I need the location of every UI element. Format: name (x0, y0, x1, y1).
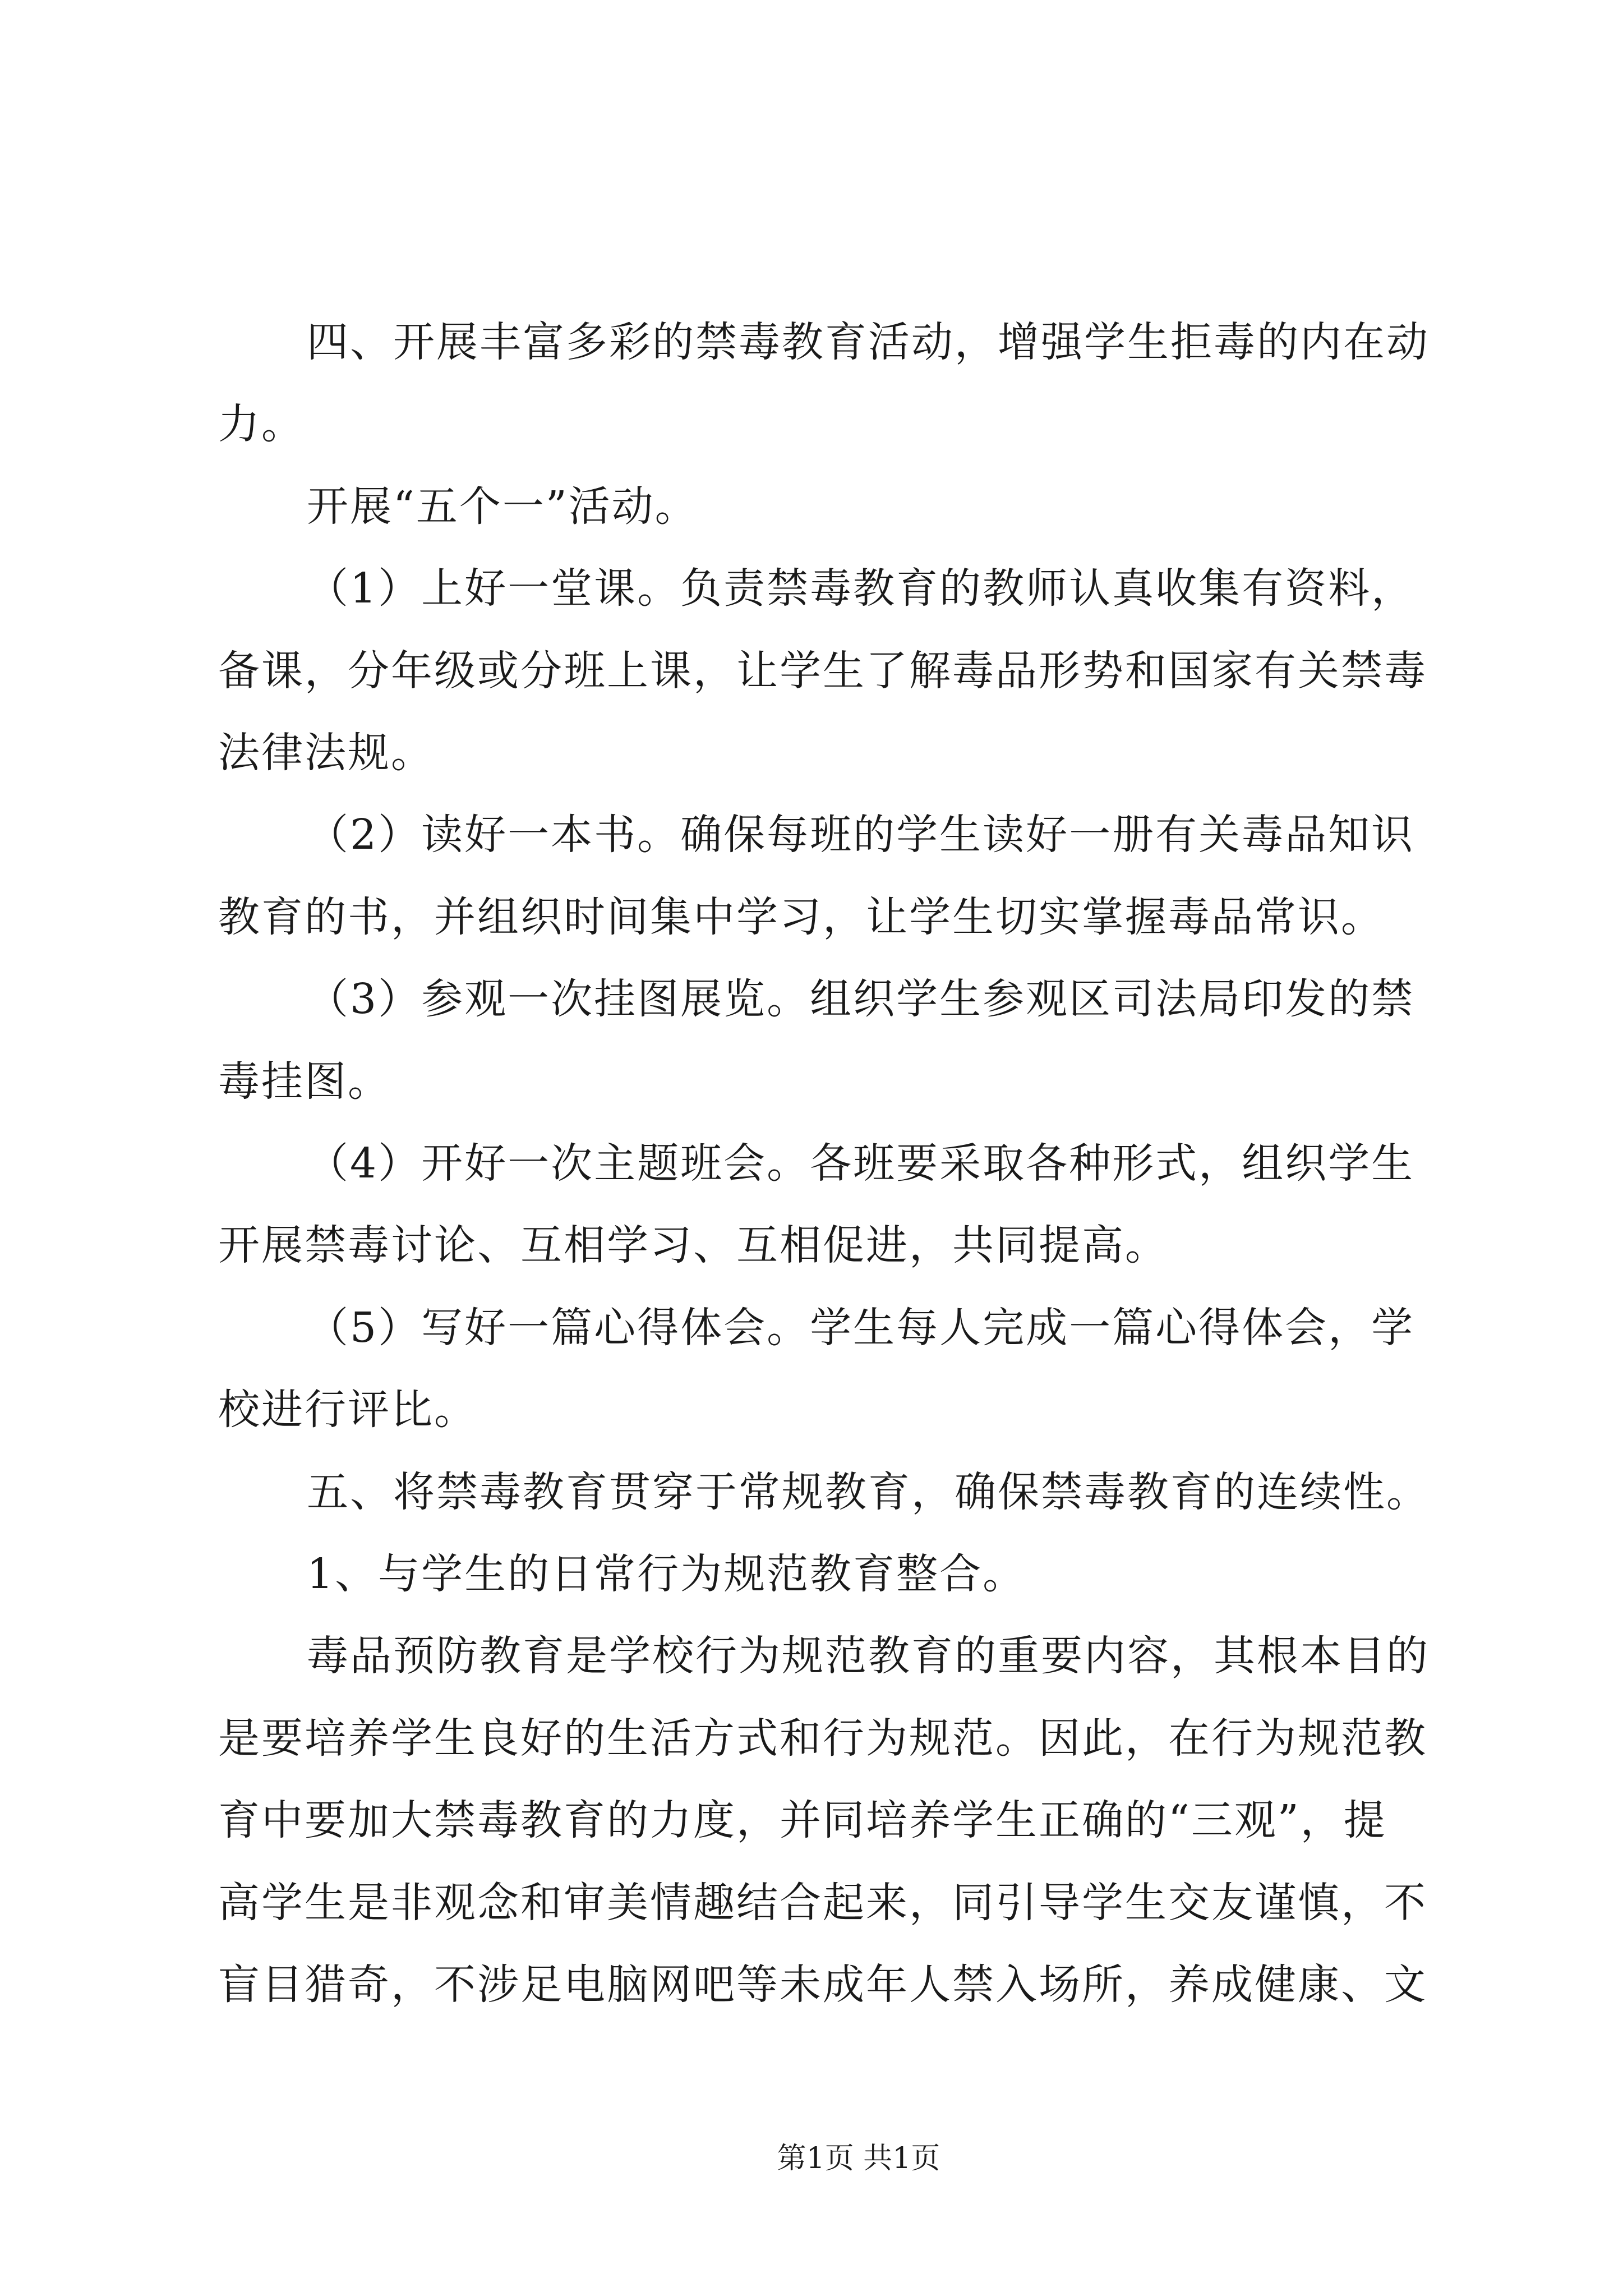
paragraph-line: 高学生是非观念和审美情趣结合起来，同引导学生交友谨慎，不 (218, 1879, 1427, 1927)
subsection-heading-1: 1、与学生的日常行为规范教育整合。 (307, 1550, 1026, 1598)
paragraph-line: 育中要加大禁毒教育的力度，并同培养学生正确的“三观”，提 (218, 1796, 1387, 1844)
list-item-3: （3）参观一次挂图展览。组织学生参观区司法局印发的禁 (307, 975, 1415, 1023)
paragraph-line: 是要培养学生良好的生活方式和行为规范。因此，在行为规范教 (218, 1714, 1427, 1763)
page-footer: 第1页 共1页 (777, 2142, 940, 2175)
paragraph-line: 毒挂图。 (218, 1057, 391, 1106)
paragraph-line: 盲目猎奇，不涉足电脑网吧等未成年人禁入场所，养成健康、文 (218, 1961, 1427, 2009)
paragraph-line: 教育的书，并组织时间集中学习，让学生切实掌握毒品常识。 (218, 893, 1384, 941)
list-item-2: （2）读好一本书。确保每班的学生读好一册有关毒品知识 (307, 811, 1415, 859)
paragraph-line: 备课，分年级或分班上课，让学生了解毒品形势和国家有关禁毒 (218, 647, 1427, 695)
section-heading-4: 四、开展丰富多彩的禁毒教育活动，增强学生拒毒的内在动 (307, 318, 1430, 366)
paragraph-line: 法律法规。 (218, 729, 434, 777)
section-heading-5: 五、将禁毒教育贯穿于常规教育，确保禁毒教育的连续性。 (307, 1468, 1430, 1516)
paragraph-line: 开展禁毒讨论、互相学习、互相促进，共同提高。 (218, 1221, 1168, 1269)
list-item-5: （5）写好一篇心得体会。学生每人完成一篇心得体会，学 (307, 1304, 1415, 1352)
paragraph-line: 校进行评比。 (218, 1386, 477, 1434)
paragraph-line: 力。 (218, 400, 305, 448)
paragraph-line: 毒品预防教育是学校行为规范教育的重要内容，其根本目的 (307, 1632, 1430, 1680)
list-item-4: （4）开好一次主题班会。各班要采取各种形式，组织学生 (307, 1139, 1415, 1188)
list-item-1: （1）上好一堂课。负责禁毒教育的教师认真收集有资料， (307, 564, 1415, 613)
paragraph-line: 开展“五个一”活动。 (307, 482, 698, 531)
